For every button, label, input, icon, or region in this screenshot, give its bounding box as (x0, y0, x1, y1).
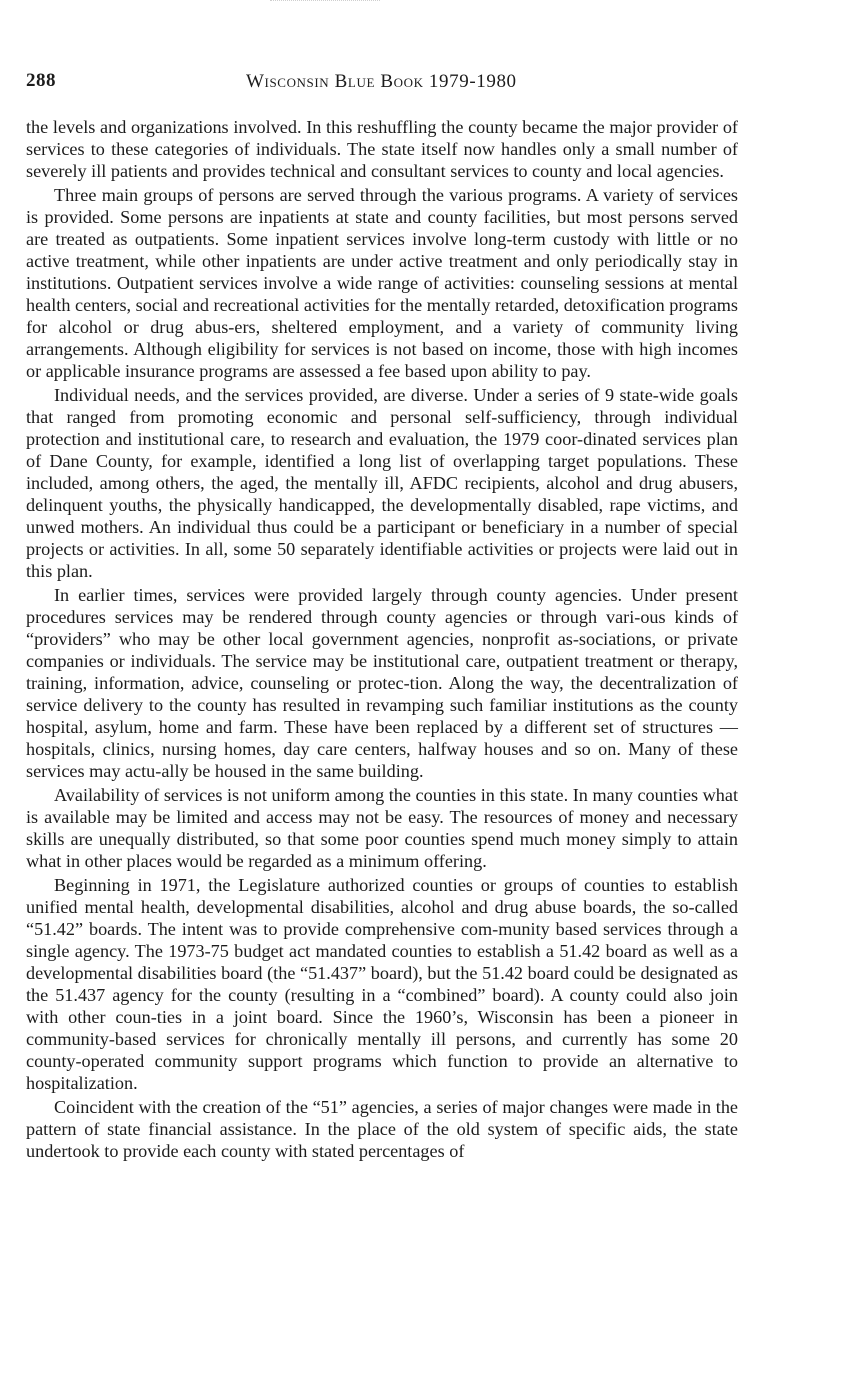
paragraph: Three main groups of persons are served through the various programs. A variety of services is provided. Some persons are inpatients at state and county facilities, but most persons served are treated as outpatients. Some inpatient services involve long-term custody with little or no active treatment, while other inpatients are under active treatment and only periodically stay in institutions. Outpatient services involve a wide range of activities: counseling sessions at mental health centers, social and recreational activities for the mentally retarded, detoxification programs for alcohol or drug abus-ers, sheltered employment, and a variety of community living arrangements. Although eligibility for services is not based on income, those with high incomes or applicable insurance programs are assessed a fee based upon ability to pay. (26, 185, 738, 381)
paragraph: Coincident with the creation of the “51” agencies, a series of major changes were made in the pattern of state financial assistance. In the place of the old system of specific aids, the state undertook to provide each county with stated percentages of (26, 1097, 738, 1161)
paragraph-continued: the levels and organizations involved. In this reshuffling the county became the major provider of services to these categories of individuals. The state itself now handles only a small number of severely ill patients and provides technical and consultant services to county and local agencies. (26, 117, 738, 181)
paragraph: Availability of services is not uniform among the counties in this state. In many counties what is available may be limited and access may not be easy. The resources of money and necessary skills are unequally distributed, so that some poor counties spend much money simply to attain what in other places would be regarded as a minimum offering. (26, 785, 738, 871)
running-title: Wisconsin Blue Book 1979-1980 (246, 71, 517, 92)
scan-artifact (270, 0, 380, 7)
paragraph: Individual needs, and the services provided, are diverse. Under a series of 9 state-wide goals that ranged from promoting economic and personal self-sufficiency, through individual protection and institutional care, to research and evaluation, the 1979 coor-dinated services plan of Dane County, for example, identified a long list of overlapping target populations. These included, among others, the aged, the mentally ill, AFDC recipients, alcohol and drug abusers, delinquent youths, the physically handicapped, the developmentally disabled, rape victims, and unwed mothers. An individual thus could be a participant or beneficiary in a number of special projects or activities. In all, some 50 separately identifiable activities or projects were laid out in this plan. (26, 385, 738, 581)
page-number: 288 (26, 70, 56, 91)
paragraph: Beginning in 1971, the Legislature authorized counties or groups of counties to establish unified mental health, developmental disabilities, alcohol and drug abuse boards, the so-called “51.42” boards. The intent was to provide comprehensive com-munity based services through a single agency. The 1973-75 budget act mandated counties to establish a 51.42 board as well as a developmental disabilities board (the “51.437” board), but the 51.42 board could be designated as the 51.437 agency for the county (resulting in a “combined” board). A county could also join with other coun-ties in a joint board. Since the 1960’s, Wisconsin has been a pioneer in community-based services for chronically mentally ill persons, and currently has some 20 county-operated community support programs which function to provide an alternative to hospitalization. (26, 875, 738, 1093)
paragraph: In earlier times, services were provided largely through county agencies. Under present procedures services may be rendered through county agencies or through vari-ous kinds of “providers” who may be other local government agencies, nonprofit as-sociations, or private companies or individuals. The service may be institutional care, outpatient treatment or therapy, training, information, advice, counseling or protec-tion. Along the way, the decentralization of service delivery to the county has resulted in revamping such familiar institutions as the county hospital, asylum, home and farm. These have been replaced by a different set of structures — hospitals, clinics, nursing homes, day care centers, halfway houses and so on. Many of these services may actu-ally be housed in the same building. (26, 585, 738, 781)
body-text (26, 116, 738, 1164)
page-header (26, 70, 746, 94)
